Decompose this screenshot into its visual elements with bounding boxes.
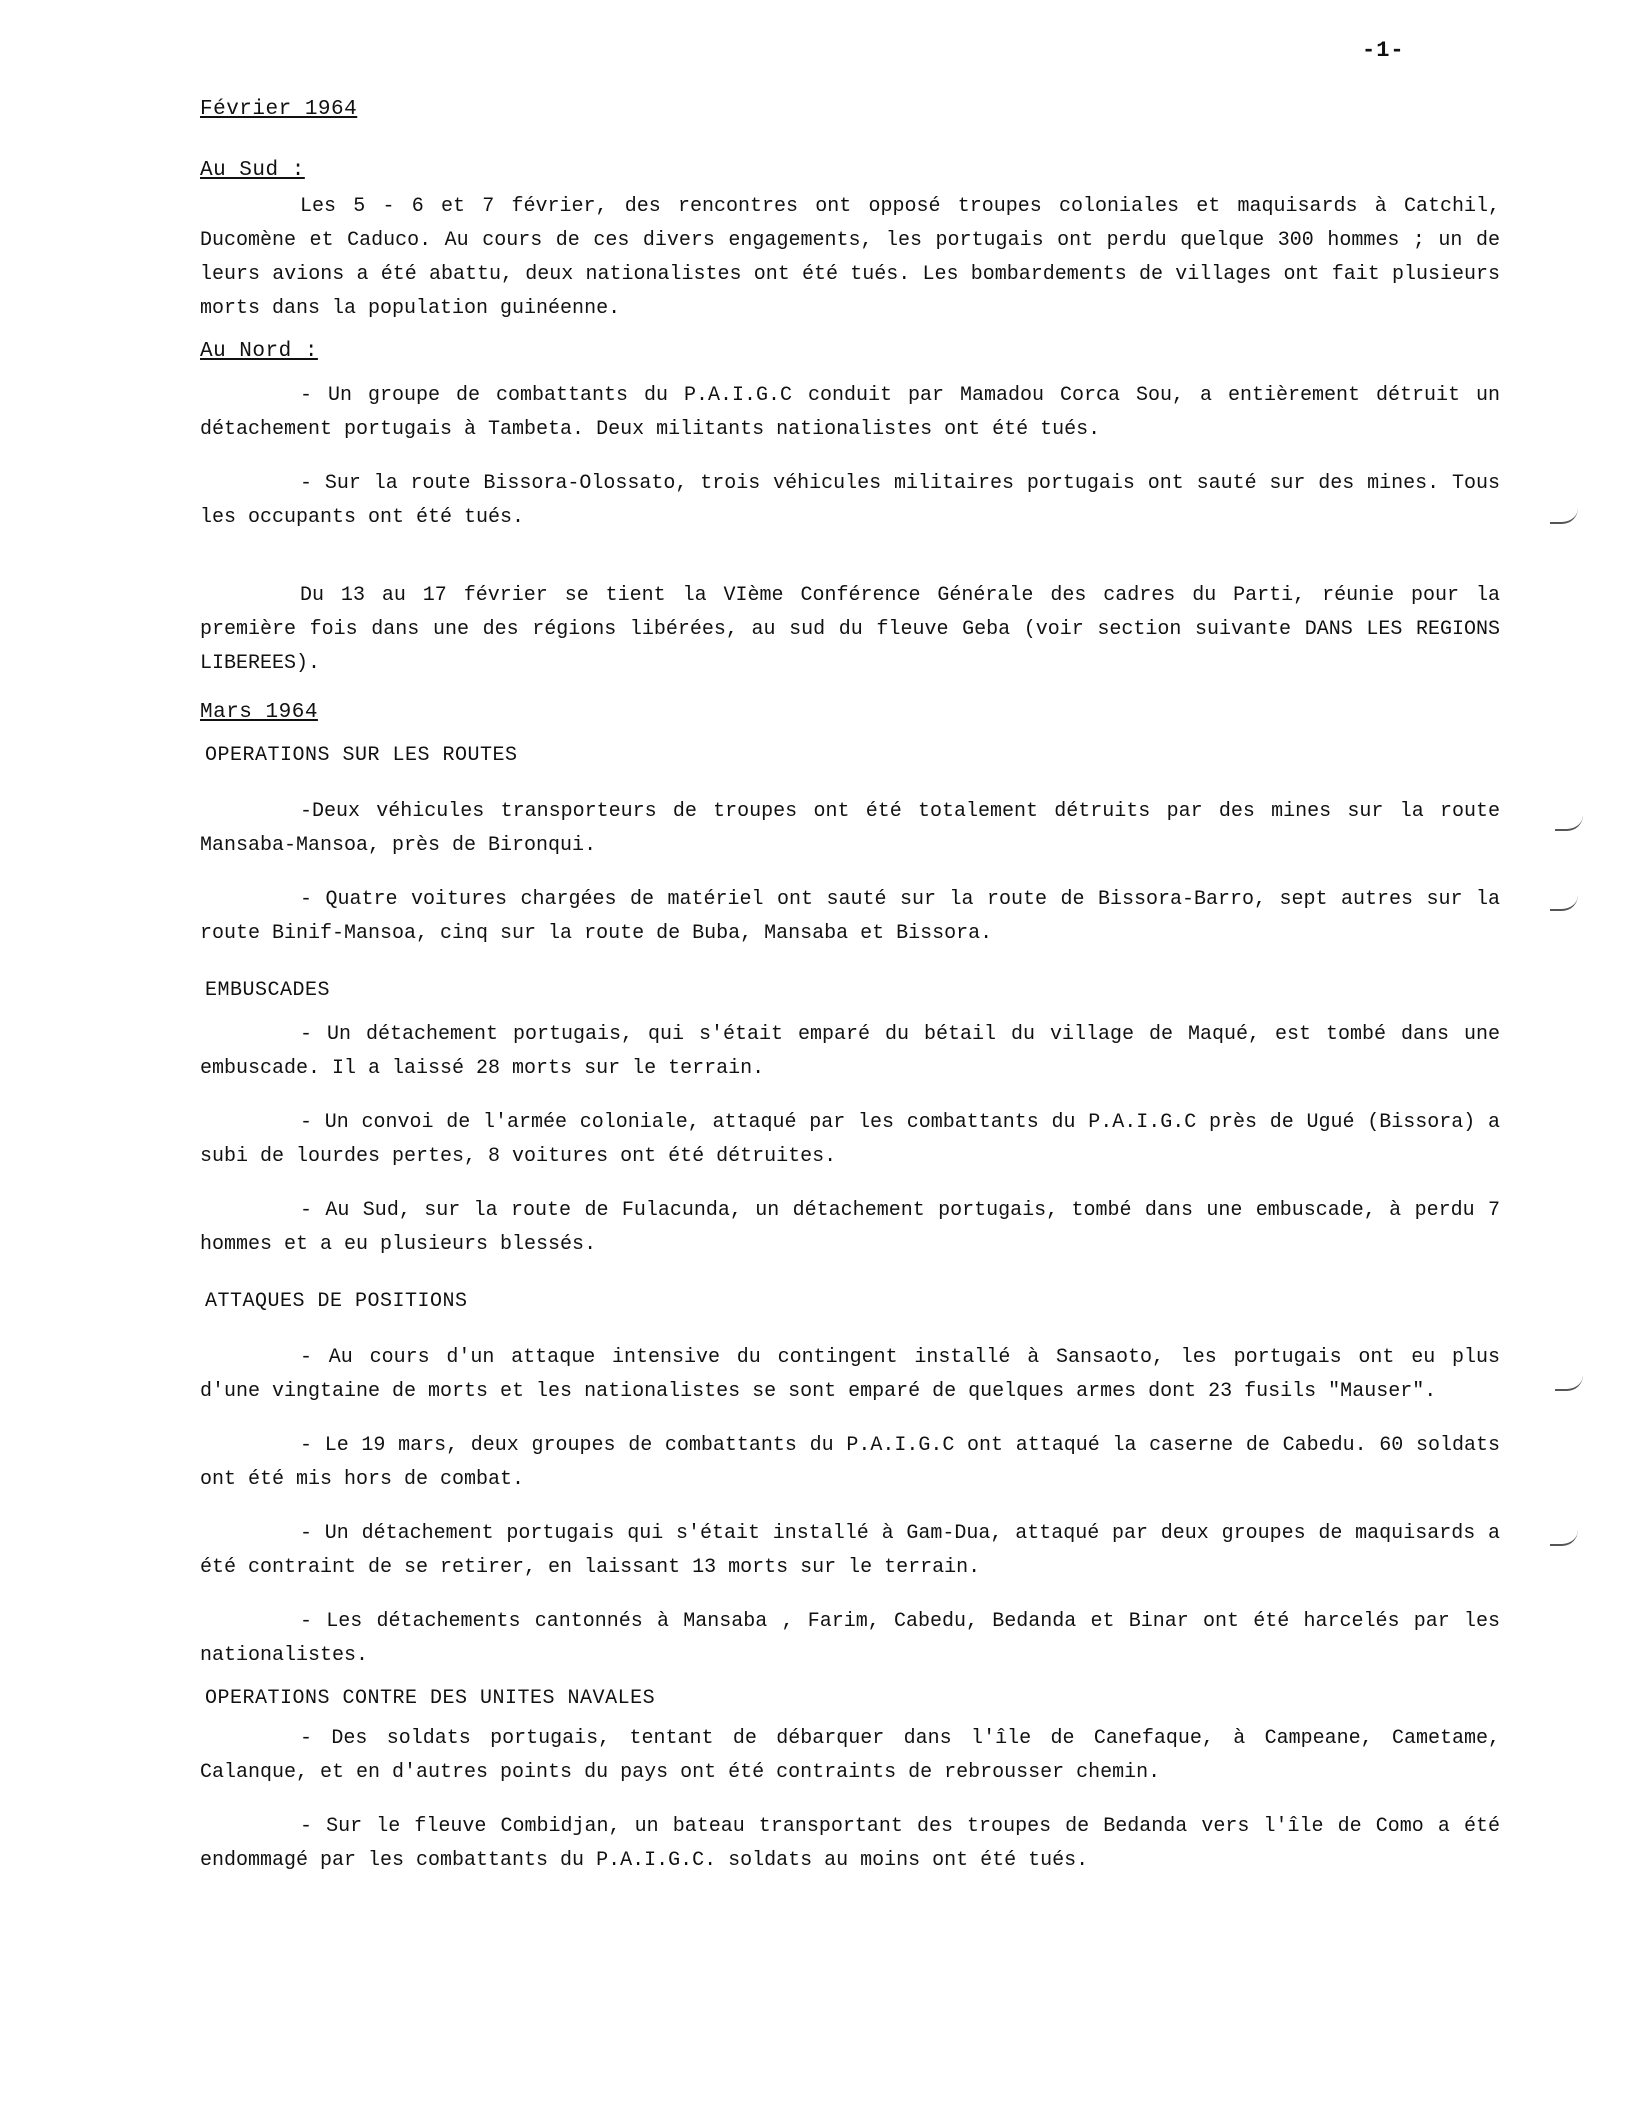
subheading-au-sud: Au Sud : (200, 159, 305, 182)
paragraph-attaques-2: - Le 19 mars, deux groupes de combattants du P.A.I.G.C ont attaqué la caserne de Cabedu. 60 soldats ont été mis hors de combat. (200, 1434, 1500, 1491)
section-embuscades: EMBUSCADES (205, 979, 331, 1002)
section-operations-routes: OPERATIONS SUR LES ROUTES (205, 744, 518, 767)
paragraph-attaques-3: - Un détachement portugais qui s'était installé à Gam-Dua, attaqué par deux groupes de maquisards a été contraint de se retirer, en laissant 13 morts sur le terrain. (200, 1522, 1500, 1579)
scan-mark (1550, 895, 1578, 911)
paragraph-au-nord-1: - Un groupe de combattants du P.A.I.G.C conduit par Mamadou Corca Sou, a entièrement détruit un détachement portugais à Tambeta. Deux militants nationalistes ont été tués. (200, 384, 1500, 441)
paragraph-embuscades-1: - Un détachement portugais, qui s'était emparé du bétail du village de Maqué, est tombé dans une embuscade. Il a laissé 28 morts sur le terrain. (200, 1023, 1500, 1080)
paragraph-navales-1: - Des soldats portugais, tentant de débarquer dans l'île de Canefaque, à Campeane, Cametame, Calanque, et en d'autres points du pays ont été contraints de rebrousser chemin. (200, 1727, 1500, 1784)
scan-mark (1555, 1375, 1583, 1391)
paragraph-navales-2: - Sur le fleuve Combidjan, un bateau transportant des troupes de Bedanda vers l'île de Como a été endommagé par les combattants du P.A.I.G.C. soldats au moins ont été tués. (200, 1815, 1500, 1872)
paragraph-routes-1: -Deux véhicules transporteurs de troupes ont été totalement détruits par des mines sur la route Mansaba-Mansoa, près de Bironqui. (200, 800, 1500, 857)
scan-mark (1555, 815, 1583, 831)
paragraph-attaques-1: - Au cours d'un attaque intensive du contingent installé à Sansaoto, les portugais ont eu plus d'une vingtaine de morts et les nationalistes se sont emparé de quelques armes dont 23 fusils "Mauser". (200, 1346, 1500, 1403)
page-number: -1- (1362, 38, 1405, 63)
scan-mark (1550, 1530, 1578, 1546)
subheading-au-nord: Au Nord : (200, 340, 318, 363)
paragraph-embuscades-2: - Un convoi de l'armée coloniale, attaqué par les combattants du P.A.I.G.C près de Ugué (Bissora) a subi de lourdes pertes, 8 voitures ont été détruites. (200, 1111, 1500, 1168)
section-attaques-positions: ATTAQUES DE POSITIONS (205, 1290, 468, 1313)
section-title-mars-1964: Mars 1964 (200, 701, 318, 724)
paragraph-routes-2: - Quatre voitures chargées de matériel ont sauté sur la route de Bissora-Barro, sept autres sur la route Binif-Mansoa, cinq sur la route de Buba, Mansaba et Bissora. (200, 888, 1500, 945)
paragraph-au-nord-2: - Sur la route Bissora-Olossato, trois véhicules militaires portugais ont sauté sur des mines. Tous les occupants ont été tués. (200, 472, 1500, 529)
scan-mark (1550, 508, 1578, 524)
section-title-fevrier-1964: Février 1964 (200, 98, 358, 121)
paragraph-embuscades-3: - Au Sud, sur la route de Fulacunda, un détachement portugais, tombé dans une embuscade, à perdu 7 hommes et a eu plusieurs blessés. (200, 1199, 1500, 1256)
paragraph-attaques-4: - Les détachements cantonnés à Mansaba , Farim, Cabedu, Bedanda et Binar ont été harcelés par les nationalistes. (200, 1610, 1500, 1667)
section-unites-navales: OPERATIONS CONTRE DES UNITES NAVALES (205, 1687, 656, 1710)
document-body (200, 98, 1500, 1878)
paragraph-conference: Du 13 au 17 février se tient la VIème Conférence Générale des cadres du Parti, réunie pour la première fois dans une des régions libérées, au sud du fleuve Geba (voir section suivante DANS LES REGIONS LIBEREES). (200, 584, 1500, 675)
paragraph-au-sud: Les 5 - 6 et 7 février, des rencontres ont opposé troupes coloniales et maquisards à Catchil, Ducomène et Caduco. Au cours de ces divers engagements, les portugais ont perdu quelque 300 hommes ; un de leurs avions a été abattu, deux nationalistes ont été tués. Les bombardements de villages ont fait plusieurs morts dans la population guinéenne. (200, 195, 1500, 320)
